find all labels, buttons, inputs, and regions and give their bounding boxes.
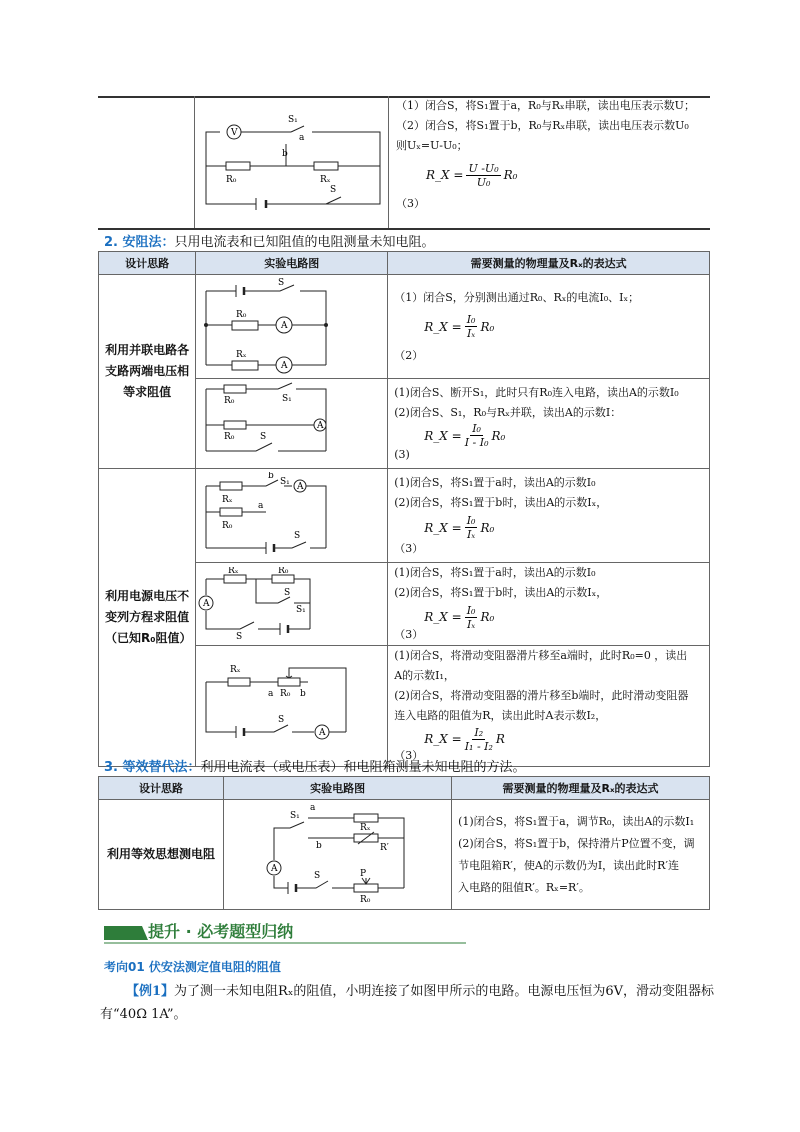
t2-circuit-4 [196,563,388,646]
b-label: b [282,149,288,159]
t2-steps-5: (1)闭合S，将滑动变阻器滑片移至a端时，此时R₀=0 ，读出 A的示数I₁， (2)闭合S，将滑动变阻器的滑片移至b端时，此时滑动变阻器 连入电路的阻值为R，读出此时A表示数I₂， R_X = $\frac{\text{I₂}}{\text{I₁ - I₂}}$ R （3） [388,646,710,767]
top-formula: R_X = $\frac{\text{U -U₀}}{\text{U₀}}$ R₀ [426,161,518,189]
svg-text:R₀: R₀ [360,894,371,905]
r0-label: R₀ [226,175,237,185]
t2-circuit-2 [196,379,388,469]
top-step-2: （2）闭合S，将S₁置于b，R₀与Rₓ串联，读出电压表示数U₀ [396,119,689,132]
svg-text:R₀: R₀ [224,431,235,442]
svg-text:b: b [268,471,275,481]
example-text: 为了测一未知电阻Rₓ的阻值，小明连接了如图甲所示的电路。电源电压恒为6V，滑动变阻器标有“40Ω 1A”。 [100,984,715,1022]
banner-title: 提升 · 必考题型归纳 [148,922,294,941]
t3-circuit [224,800,452,910]
t2-circuit-5 [196,646,388,767]
t2-steps-4: (1)闭合S，将S₁置于a时，读出A的示数I₀ (2)闭合S，将S₁置于b时，读出A的示数Iₓ， R_X = $\frac{\text{I₀}}{\text{Iₓ}}$ R₀ （3） [388,563,710,646]
top-step-3: 则Uₓ=U-U₀； [396,139,468,152]
svg-text:R′: R′ [380,842,389,853]
svg-text:R₀: R₀ [224,395,235,406]
svg-text:S₁: S₁ [290,810,300,821]
svg-text:b: b [316,840,322,851]
t2-circuit-1 [196,275,388,379]
svg-text:S: S [314,870,321,881]
top-table [98,96,710,230]
svg-text:P: P [360,868,367,879]
svg-text:S₁: S₁ [282,393,293,404]
svg-text:S: S [284,588,291,598]
kaoxiang-heading: 考向01 伏安法测定值电阻的阻值 [104,960,281,974]
example-1 [100,980,720,1026]
t3-header-circuit: 实验电路图 [224,777,452,800]
section-2-heading: 2. 安阻法：只用电流表和已知阻值的电阻测量未知电阻。 [104,235,435,250]
svg-text:R₀: R₀ [222,520,233,531]
c1-r0-label: R₀ [236,309,247,320]
table-substitution-method [98,776,710,910]
t2-circuit-3 [196,469,388,563]
svg-text:b: b [300,689,307,699]
svg-text:a: a [258,500,264,511]
svg-text:Rₓ: Rₓ [222,494,233,505]
top-circuit-diagram [196,104,386,219]
c1-rx-label: Rₓ [236,349,247,360]
top-steps [390,96,712,214]
section-3-heading: 3. 等效替代法：利用电流表（或电压表）和电阻箱测量未知电阻的方法。 [104,760,526,775]
t3-header-measure: 需要测量的物理量及Rₓ的表达式 [452,777,710,800]
svg-text:Rₓ: Rₓ [228,567,239,576]
t2-design-1: 利用并联电路各支路两端电压相等求阻值 [99,275,196,469]
t2-steps-2: (1)闭合S、断开S₁，此时只有R₀连入电路，读出A的示数I₀ (2)闭合S、S₁，R₀与Rₓ并联，读出A的示数I： R_X = $\frac{\text{I₀}}{\text{I - I₀}}$ R₀ (3) [388,379,710,469]
table-ammeter-method [98,251,710,767]
t2-steps-1: （1）闭合S，分别测出通过R₀、Rₓ的电流I₀、Iₓ； R_X = $\frac{\text{I₀}}{\text{Iₓ}}$ R₀ （2） [388,275,710,379]
svg-text:Rₓ: Rₓ [230,665,241,675]
t3-steps: (1)闭合S，将S₁置于a，调节R₀，读出A的示数I₁ (2)闭合S，将S₁置于b，保持滑片P位置不变，调 节电阻箱R′，使A的示数仍为I，读出此时R′连 入电路的阻值R′。Rₓ=R′。 [452,800,710,910]
top-step-1: （1）闭合S，将S₁置于a，R₀与Rₓ串联，读出电压表示数U； [396,99,695,112]
a-label: a [299,133,305,143]
t2-header-design: 设计思路 [99,252,196,275]
s-label: S [330,185,337,195]
svg-text:a: a [310,802,316,813]
t3-header-design: 设计思路 [99,777,224,800]
t3-design: 利用等效思想测电阻 [99,800,224,910]
svg-text:A: A [297,481,304,492]
svg-text:S: S [236,632,243,641]
svg-text:S₁: S₁ [280,476,291,487]
c1-s-label: S [278,277,285,288]
svg-text:S₁: S₁ [296,605,307,615]
example-tag: 【例1】 [126,984,175,999]
c1-a2-label: A [281,360,288,371]
c1-a1-label: A [281,320,288,331]
svg-text:A: A [203,599,210,609]
svg-text:a: a [268,689,274,699]
svg-text:Rₓ: Rₓ [360,822,371,833]
svg-text:S: S [294,530,301,541]
t2-steps-3: (1)闭合S，将S₁置于a时，读出A的示数I₀ (2)闭合S，将S₁置于b时，读出A的示数Iₓ， R_X = $\frac{\text{I₀}}{\text{Iₓ}}$ R₀ （3） [388,469,710,563]
t2-header-circuit: 实验电路图 [196,252,388,275]
svg-text:A: A [319,728,326,738]
svg-text:R₀: R₀ [280,689,291,699]
svg-text:A: A [317,420,324,431]
rx-label: Rₓ [320,175,331,185]
t2-header-measure: 需要测量的物理量及Rₓ的表达式 [388,252,710,275]
svg-text:R₀: R₀ [278,567,289,576]
t2-design-2: 利用电源电压不变列方程求阻值（已知R₀阻值） [99,469,196,767]
svg-text:S: S [278,715,285,725]
s1-label: S₁ [288,115,298,125]
svg-text:S: S [260,431,267,442]
svg-text:A: A [271,863,278,874]
voltmeter-label: V [231,128,238,138]
top-step-item3: （3） [396,197,425,210]
